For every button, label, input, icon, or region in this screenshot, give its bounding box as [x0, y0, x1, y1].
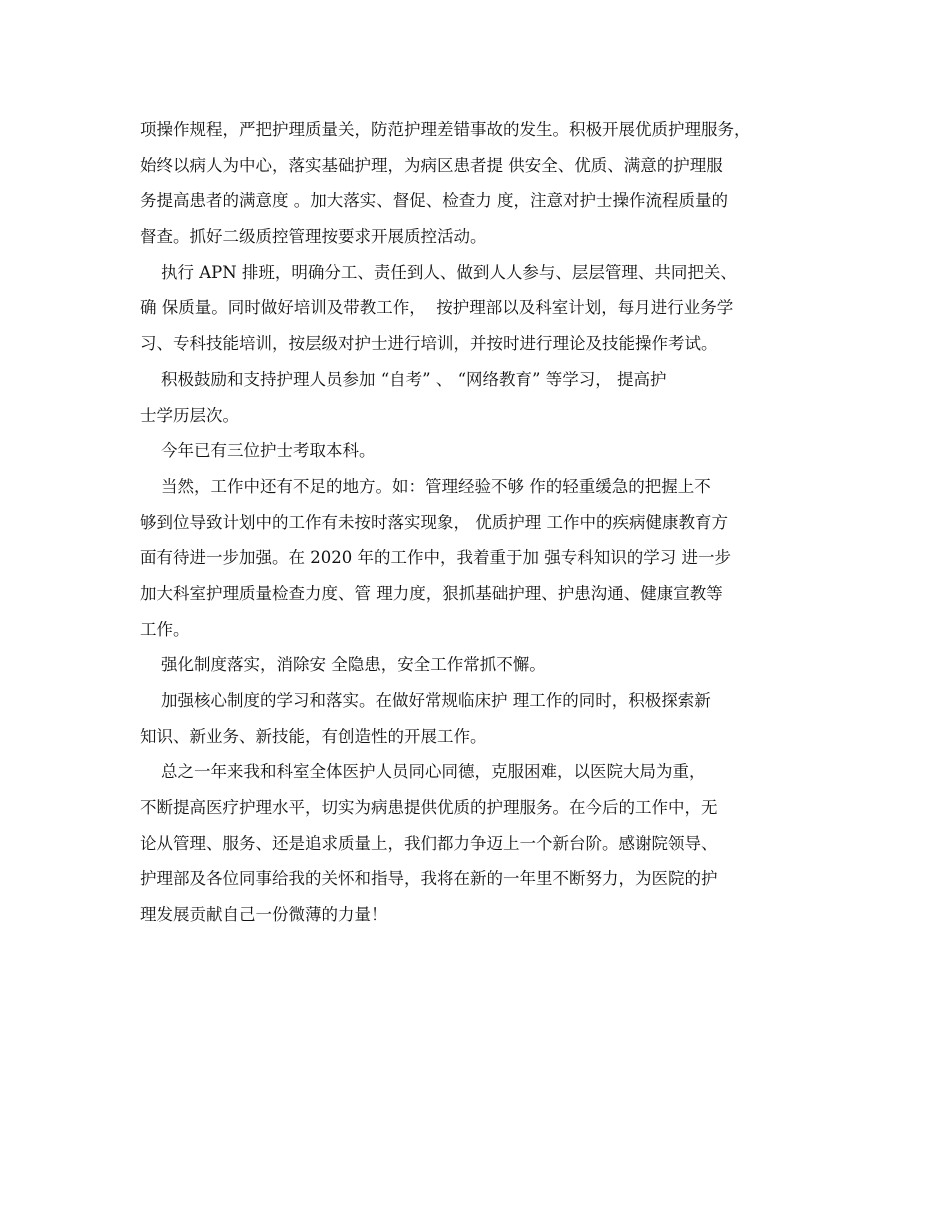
text-line: 知识、新业务、新技能，有创造性的开展工作。 [140, 726, 487, 746]
text-line: 士学历层次。 [140, 405, 239, 425]
paragraph [140, 647, 830, 683]
text-line: 够到位导致计划中的工作有未按时落实现象， 优质护理 工作中的疾病健康教育方 [140, 512, 728, 532]
paragraph [140, 362, 830, 433]
text-line: 督查。抓好二级质控管理按要求开展质控活动。 [140, 227, 487, 247]
text-line: 始终以病人为中心，落实基础护理，为病区患者提 供安全、优质、满意的护理服 [140, 155, 723, 175]
paragraph [140, 754, 830, 932]
text-line: 不断提高医疗护理水平，切实为病患提供优质的护理服务。在今后的工作中，无 [140, 798, 718, 818]
paragraph [140, 112, 830, 255]
text-line: 论从管理、服务、还是追求质量上，我们都力争迈上一个新台阶。感谢院领导、 [140, 833, 718, 853]
text-line: 总之一年来我和科室全体医护人员同心同德，克服困难，以医院大局为重， [140, 762, 706, 782]
text-line: 习、专科技能培训，按层级对护士进行培训，并按时进行理论及技能操作考试。 [140, 334, 718, 354]
paragraph [140, 469, 830, 647]
text-line: 加大科室护理质量检查力度、管 理力度，狠抓基础护理、护患沟通、健康宣教等 [140, 583, 723, 603]
paragraph [140, 255, 830, 362]
text-line: 执行 APN 排班，明确分工、责任到人、做到人人参与、层层管理、共同把关、 [140, 262, 737, 282]
text-line: 工作。 [140, 619, 190, 639]
text-line: 项操作规程，严把护理质量关，防范护理差错事故的发生。积极开展优质护理服务， [140, 120, 751, 139]
text-line: 理发展贡献自己一份微薄的力量！ [140, 905, 388, 925]
text-line: 加强核心制度的学习和落实。在做好常规临床护 理工作的同时，积极探索新 [140, 691, 711, 710]
text-line: 今年已有三位护士考取本科。 [140, 441, 376, 461]
text-line: 强化制度落实，消除安 全隐患，安全工作常抓不懈。 [140, 655, 546, 675]
text-line: 务提高患者的满意度 。加大落实、督促、检查力 度，注意对护士操作流程质量的 [140, 191, 728, 211]
text-line: 积极鼓励和支持护理人员参加 “自考” 、 “网络教育” 等学习， 提高护 [140, 369, 667, 389]
text-line: 面有待进一步加强。在 2020 年的工作中，我着重于加 强专科知识的学习 进一步 [140, 548, 731, 568]
paragraph [140, 683, 830, 754]
paragraph [140, 433, 830, 469]
text-line: 护理部及各位同事给我的关怀和指导，我将在新的一年里不断努力，为医院的护 [140, 869, 718, 889]
text-line: 确 保质量。同时做好培训及带教工作， 按护理部以及科室计划，每月进行业务学 [140, 298, 734, 318]
document-body [140, 112, 830, 933]
text-line: 当然，工作中还有不足的地方。如：管理经验不够 作的轻重缓急的把握上不 [140, 476, 711, 496]
